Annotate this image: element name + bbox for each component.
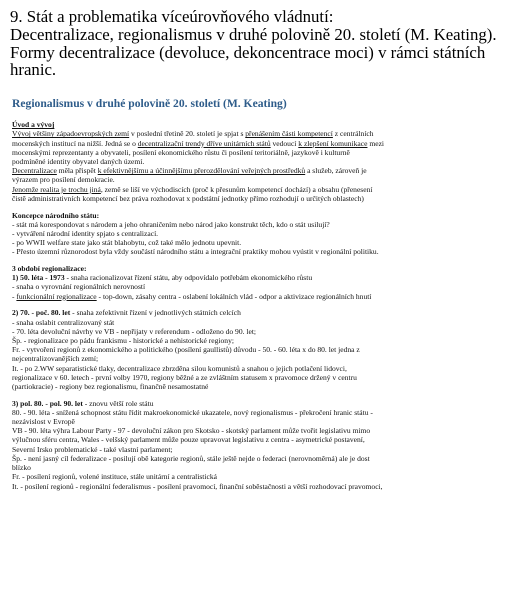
text-line: regionalizace v 60. letech - první volby 1970, regiony běžné a ze zvláštním statusem x pravomoce držený v centru — [12, 372, 357, 382]
list-item: - vytváření národní identity spjato s centralizací. — [12, 228, 159, 238]
text-line: VB - 90. léta výhra Labour Party - 97 - devoluční zákon pro Skotsko - skotský parlament může tvořit legislativu mimo — [12, 426, 371, 436]
period-1-heading: 1) 50. léta - 1973 - snaha racionalizovat řízení státu, aby odpovídalo potřebám ekonomického růstu — [12, 273, 313, 283]
intro-block — [12, 120, 500, 203]
text-line: It. - po 2.WW separatistické tlaky, decentralizace zbrzděna silou komunistů a snahou o jejich potlačení lidovci, — [12, 363, 347, 373]
concept-block — [12, 211, 500, 257]
list-item: - stát má korespondovat s národem a jeho ohraničením nebo národ jako konstrukt těch, kdo o stát usilují? — [12, 219, 330, 229]
text-line: podmíněné identity obyvatel daných území. — [12, 157, 145, 166]
periods-heading: 3 období regionalizace: — [12, 264, 87, 274]
text-line: - snaha oslabit centralizovaný stát — [12, 317, 115, 327]
page-title — [10, 8, 500, 79]
concept-heading: Koncepce národního státu: — [12, 210, 100, 220]
text-line: nezávislost v Evropě — [12, 417, 75, 427]
text-line: It. - posílení regionů - regionální federalismus - posílení pravomocí, finanční soběstačnosti a větší rozhodovací pravomoci, — [12, 481, 383, 491]
text-line: 80. - 90. léta - snížená schopnost státu řídit makroekonomické ukazatele, nový regionalismus - překročení hranic státu - — [12, 407, 373, 417]
list-item: - po WWII welfare state jako stát blahobytu, což také mělo jednotu upevnit. — [12, 238, 242, 248]
period-3-block — [12, 399, 500, 491]
period-2-heading: 2) 70. - poč. 80. let - snaha zefektivnit řízení v jednotlivých státních celcích — [12, 308, 241, 318]
text-line: mocenskými reprezentanty a obyvateli, posílení ekonomického růstu či posílení teritoriálně, jazykově i kulturně — [12, 147, 350, 157]
title-line: Decentralizace, regionalismus v druhé polovině 20. století (M. Keating). — [10, 24, 497, 44]
title-line: Formy decentralizace (devoluce, dekoncentrace moci) v rámci státních — [10, 42, 486, 62]
text-line: blízko — [12, 463, 31, 473]
title-line: hranic. — [10, 60, 57, 80]
periods-block — [12, 264, 500, 301]
list-item: - Přesto územní různorodost byla vždy součástí národního státu a integrační praktiky mohou vyústit v regionální politiku. — [12, 247, 379, 257]
period-3-heading: 3) pol. 80. - pol. 90. let - znovu větší role státu — [12, 398, 154, 408]
text-line: Šp. - regionalizace po pádu frankismu - historické a nehistorické regiony; — [12, 335, 234, 345]
text-line: výlučnou sféru centra, Wales - velšský parlament může pouze upravovat legislativu z centra - asymetrické postavení, — [12, 435, 365, 445]
document-body — [12, 120, 500, 491]
text-line: Decentralizace měla přispět k efektivnějšímu a účinnějšímu přerozdělování veřejných prostředků a služeb, zároveň je — [12, 166, 367, 176]
text-line: - 70. léta devoluční návrhy ve VB - nepřijaty v referendum - odloženo do 90. let; — [12, 326, 257, 336]
text-line: Jenomže realita je trochu jiná, země se liší ve východiscích (proč k přesunům kompetencí dochází) a obsahu (přenesení — [12, 184, 373, 194]
intro-heading: Úvod a vývoj — [12, 120, 55, 130]
text-line: (partiokracie) - regiony bez regionalismu, finančně nesamostatné — [12, 381, 209, 391]
title-line: 9. Stát a problematika víceúrovňového vládnutí: — [10, 7, 334, 26]
text-line: Šp. - není jasný cíl federalizace - posilují obě kategorie regionů, stále ještě nejde o federaci (nerovnoměrná) ale je dost — [12, 453, 370, 463]
text-line: výrazem pro posílení demokracie. — [12, 175, 115, 185]
text-line: čistě administrativních kompetencí bez práva rozhodovat x podstátní jednotky přímo rozhodují o určitých oblastech) — [12, 193, 364, 203]
section-heading: Regionalismus v druhé polovině 20. století (M. Keating) — [12, 97, 287, 111]
text-line: mocenských institucí na nižší. Jedná se o decentralizační trendy dříve unitárních států vedoucí k zlepšení komunikace mezi — [12, 138, 385, 148]
period-2-block — [12, 308, 500, 391]
text-line: nejcentralizovanějších zemí; — [12, 354, 99, 364]
text-line: Fr. - vytvoření regionů z ekonomického a politického (posílení gaullistů) důvodu - 50. - 60. léta x do 80. let jedna z — [12, 345, 360, 355]
text-line: Fr. - posílení regionů, volené instituce, stále unitární a centralistická — [12, 472, 217, 482]
text-line: Vývoj většiny západoevropských zemí v poslední třetině 20. století je spjat s přenášením části kompetencí z centrálních — [12, 129, 374, 139]
text-line: Severní Irsko problematické - také vlastní parlament; — [12, 444, 173, 454]
text-line: - funkcionální regionalizace - top-down, zásahy centra - oslabení lokálních vlád - odpor a aktivizace regionálních hnutí — [12, 291, 372, 301]
text-line: - snaha o vyrovnání regionálních nerovností — [12, 282, 146, 292]
